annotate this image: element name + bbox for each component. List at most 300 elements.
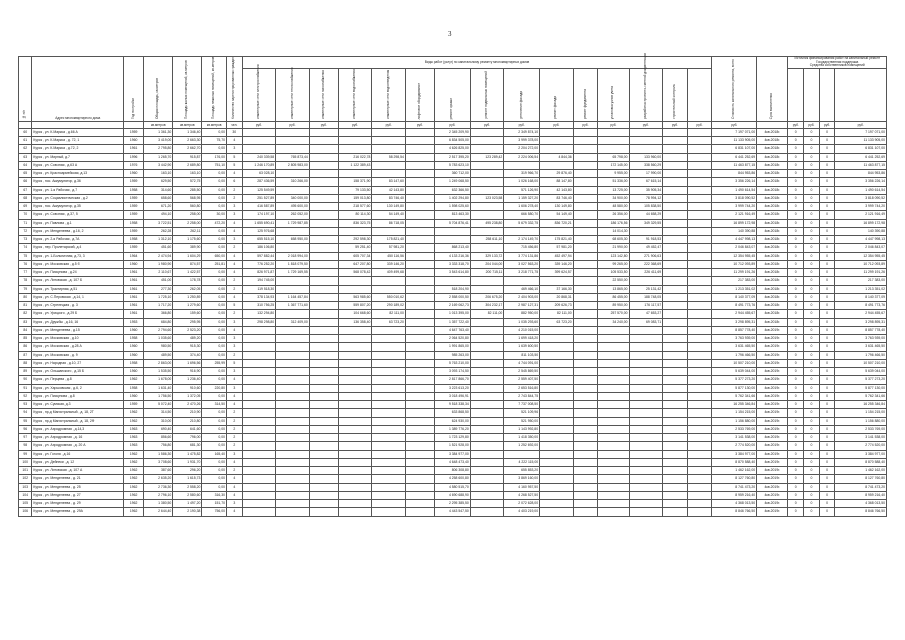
row-work-cost: 79 133,50 [338, 186, 372, 194]
row-work-cost [687, 343, 712, 351]
header-work-8: утепление фасада [504, 68, 540, 121]
row-work-cost [573, 467, 598, 475]
header-address: Адрес многоквартирного дома [32, 57, 124, 122]
row-work-cost: 4 580 515,70 [434, 483, 470, 491]
row-work-cost [372, 368, 406, 376]
row-work-cost: 2 404 903,00 [504, 293, 540, 301]
row-work-cost [405, 351, 434, 359]
row-state-fund: 0 [788, 244, 804, 252]
row-work-cost [663, 326, 688, 334]
row-year: 1958 [124, 384, 144, 392]
row-deadline: 4кв.2018г. [757, 252, 788, 260]
row-year: 1960 [124, 170, 144, 178]
row-living-area: 2 258,00 [173, 219, 202, 227]
table-row [19, 335, 887, 343]
row-deadline: 4кв.2019г. [757, 442, 788, 450]
row-work-cost: 3 774 131,86 [504, 252, 540, 260]
row-number: 100 [19, 458, 32, 466]
row-address: Курск , ул. Гоголя , д.16 [32, 450, 124, 458]
row-work-cost [573, 508, 598, 516]
row-work-cost: 521 109,96 [504, 409, 540, 417]
row-local-fund: 0 [819, 219, 835, 227]
row-work-cost [372, 376, 406, 384]
row-work-cost [338, 384, 372, 392]
row-deadline: 4кв.2018г. [757, 194, 788, 202]
row-nonliving-area: 0,00 [202, 186, 227, 194]
row-work-cost: 3 999 378,00 [504, 137, 540, 145]
row-work-cost: 2 987 127,31 [504, 302, 540, 310]
row-deadline: 4кв.2018г. [757, 137, 788, 145]
row-regional-fund: 0 [804, 203, 820, 211]
table-row [19, 252, 887, 260]
row-work-cost [470, 401, 504, 409]
row-work-cost: 2 295 385,50 [434, 500, 470, 508]
row-state-fund: 0 [788, 302, 804, 310]
row-work-cost [242, 137, 276, 145]
row-work-cost [663, 491, 688, 499]
table-row [19, 392, 887, 400]
row-work-cost: 1 159 327,20 [504, 194, 540, 202]
unit-cell: руб. [276, 121, 310, 128]
unit-cell: руб. [242, 121, 276, 128]
row-owners-funds: 6 831 107,00 [835, 145, 887, 153]
row-residents: 2 [226, 467, 242, 475]
row-local-fund: 0 [819, 384, 835, 392]
row-work-cost: 49 452,47 [629, 244, 663, 252]
header-work-1: инженерные сети теплоснабжения [276, 68, 310, 121]
row-work-cost: 78 994,12 [629, 194, 663, 202]
row-regional-fund: 0 [804, 491, 820, 499]
row-local-fund: 0 [819, 302, 835, 310]
row-owners-funds: 8 857 778,40 [835, 326, 887, 334]
row-local-fund: 0 [819, 128, 835, 136]
row-work-cost [540, 491, 574, 499]
row-work-cost: 4 222 115,00 [504, 458, 540, 466]
row-nonliving-area: 0,00 [202, 128, 227, 136]
unit-cell [19, 121, 32, 128]
row-work-cost [598, 442, 629, 450]
row-local-fund: 0 [819, 186, 835, 194]
row-work-cost [540, 434, 574, 442]
row-total: 11 463 877,15 [712, 161, 757, 169]
row-work-cost [372, 359, 406, 367]
row-number: 81 [19, 302, 32, 310]
row-work-cost: 174 197,10 [242, 211, 276, 219]
row-work-cost [405, 137, 434, 145]
table-row [19, 458, 887, 466]
row-work-cost [598, 368, 629, 376]
row-work-cost [338, 277, 372, 285]
row-work-cost: 1 729 169,55 [276, 269, 310, 277]
unit-cell: руб. [309, 121, 338, 128]
row-work-cost [540, 458, 574, 466]
row-work-cost [663, 252, 688, 260]
row-local-fund: 0 [819, 368, 835, 376]
row-work-cost [276, 467, 310, 475]
row-number: 63 [19, 153, 32, 161]
row-local-fund: 0 [819, 335, 835, 343]
row-work-cost [309, 310, 338, 318]
row-work-cost [540, 384, 574, 392]
header-number: № п/п [19, 57, 32, 122]
row-address: Курск , ул. Менделеева , д. 27 [32, 491, 124, 499]
row-number: 70 [19, 211, 32, 219]
row-year: 1961 [124, 310, 144, 318]
header-work-13: строительный контроль [663, 68, 688, 121]
row-deadline: 4кв.2018г. [757, 293, 788, 301]
row-state-fund: 0 [788, 475, 804, 483]
row-work-cost [309, 351, 338, 359]
row-work-cost [309, 335, 338, 343]
row-regional-fund: 0 [804, 450, 820, 458]
row-work-cost [242, 442, 276, 450]
row-work-cost [405, 203, 434, 211]
row-area: 451,00 [144, 277, 173, 285]
row-work-cost: 123 023,58 [470, 194, 504, 202]
row-work-cost [372, 475, 406, 483]
row-area: 1 535,50 [144, 368, 173, 376]
table-row [19, 442, 887, 450]
row-work-cost [687, 335, 712, 343]
row-work-cost [573, 318, 598, 326]
row-work-cost [540, 277, 574, 285]
row-address: Курск , ул. Московская , д. 9 [32, 351, 124, 359]
row-work-cost [598, 343, 629, 351]
row-work-cost [405, 359, 434, 367]
row-area: 277,30 [144, 285, 173, 293]
row-total: 11 133 905,00 [712, 137, 757, 145]
row-owners-funds: 5 639 044,00 [835, 368, 887, 376]
row-work-cost: 44 658,29 [629, 211, 663, 219]
row-living-area: 572,75 [173, 178, 202, 186]
row-area: 2 795,80 [144, 145, 173, 153]
row-work-cost [242, 384, 276, 392]
row-work-cost: 4 133 216,36 [434, 252, 470, 260]
row-work-cost: 226 411,69 [629, 269, 663, 277]
row-work-cost [276, 483, 310, 491]
row-state-fund: 0 [788, 145, 804, 153]
row-work-cost [338, 450, 372, 458]
row-work-cost [540, 351, 574, 359]
row-living-area: 296,20 [173, 467, 202, 475]
row-year: 1962 [124, 409, 144, 417]
row-work-cost [687, 293, 712, 301]
row-deadline: 4кв.2018г. [757, 310, 788, 318]
row-work-cost: 597 882,44 [242, 252, 276, 260]
row-work-cost: 218 577,60 [338, 203, 372, 211]
row-work-cost: 3 543 614,80 [434, 269, 470, 277]
row-work-cost: 42 143,80 [372, 186, 406, 194]
row-year: 1962 [124, 483, 144, 491]
row-regional-fund: 0 [804, 475, 820, 483]
row-area: 1 631,40 [144, 384, 173, 392]
row-regional-fund: 0 [804, 425, 820, 433]
row-work-cost [540, 343, 574, 351]
row-work-cost [470, 178, 504, 186]
row-work-cost [540, 409, 574, 417]
row-owners-funds: 5 377 273,20 [835, 376, 887, 384]
table-row [19, 310, 887, 318]
row-work-cost [687, 244, 712, 252]
row-work-cost [242, 368, 276, 376]
row-residents: 4 [226, 475, 242, 483]
row-total: 8 140 377,09 [712, 293, 757, 301]
row-address: Курск , ул. Московская , д.5 б [32, 260, 124, 268]
row-work-cost [405, 269, 434, 277]
row-living-area: 1 497,20 [173, 500, 202, 508]
row-state-fund: 0 [788, 442, 804, 450]
row-address: Курск , ул. К.Маркса , д.72, 2 [32, 145, 124, 153]
row-work-cost [687, 417, 712, 425]
row-living-area: 681,30 [173, 442, 202, 450]
row-work-cost [405, 500, 434, 508]
row-address: Курск , ул. Пискунова , д.24 [32, 269, 124, 277]
row-work-cost: 88 147,80 [540, 178, 574, 186]
row-work-cost [573, 211, 598, 219]
row-total: 11 299 191,26 [712, 269, 757, 277]
row-work-cost [372, 128, 406, 136]
row-work-cost [573, 194, 598, 202]
row-local-fund: 0 [819, 409, 835, 417]
row-deadline: 4кв.2019г. [757, 384, 788, 392]
row-regional-fund: 0 [804, 376, 820, 384]
row-work-cost: 1 164 457,84 [276, 293, 310, 301]
table-row [19, 194, 887, 202]
row-work-cost: 2 345 209,90 [434, 128, 470, 136]
row-work-cost: 310 756,25 [242, 302, 276, 310]
row-work-cost [309, 302, 338, 310]
row-work-cost: 304 232,17 [470, 302, 504, 310]
row-work-cost [573, 161, 598, 169]
row-work-cost [540, 145, 574, 153]
row-work-cost [470, 277, 504, 285]
row-residents: 2 [226, 442, 242, 450]
row-work-cost [663, 170, 688, 178]
row-work-cost [405, 409, 434, 417]
row-work-cost: 158 371,90 [338, 178, 372, 186]
row-number: 103 [19, 483, 32, 491]
row-work-cost [242, 359, 276, 367]
row-deadline: 4кв.2018г. [757, 318, 788, 326]
row-work-cost: 136 358,40 [338, 318, 372, 326]
row-work-cost: 518 204,90 [434, 285, 470, 293]
row-nonliving-area: 176,00 [202, 153, 227, 161]
row-work-cost [372, 227, 406, 235]
row-regional-fund: 0 [804, 508, 820, 516]
row-work-cost [338, 128, 372, 136]
row-work-cost [470, 491, 504, 499]
row-work-cost [470, 227, 504, 235]
row-residents: 5 [226, 302, 242, 310]
row-work-cost [242, 392, 276, 400]
row-work-cost: 882 950,00 [504, 310, 540, 318]
row-work-cost [338, 475, 372, 483]
row-work-cost [573, 384, 598, 392]
row-living-area: 560,80 [173, 203, 202, 211]
row-work-cost [629, 326, 663, 334]
row-work-cost: 624 930,00 [434, 417, 470, 425]
row-area: 671,20 [144, 203, 173, 211]
row-work-cost [405, 417, 434, 425]
row-work-cost [687, 302, 712, 310]
row-nonliving-area: 220,80 [202, 384, 227, 392]
row-deadline: 4кв.2019г. [757, 450, 788, 458]
header-work-4: инженерные сети водоотведения [372, 68, 406, 121]
row-work-cost: 54 149,40 [540, 211, 574, 219]
row-work-cost: 83 746,40 [540, 194, 574, 202]
row-work-cost: 9 955,00 [598, 170, 629, 178]
row-work-cost [338, 409, 372, 417]
row-work-cost [598, 128, 629, 136]
table-row [19, 186, 887, 194]
row-work-cost: 469 466,10 [504, 285, 540, 293]
row-work-cost: 1 389 776,20 [434, 425, 470, 433]
table-row [19, 227, 887, 235]
row-work-cost: 2 558 000,50 [434, 293, 470, 301]
row-work-cost: 4 626 825,00 [434, 145, 470, 153]
row-work-cost [598, 384, 629, 392]
row-total: 1 490 614,54 [712, 186, 757, 194]
row-work-cost: 188 748,05 [629, 293, 663, 301]
row-work-cost [309, 178, 338, 186]
row-state-fund: 0 [788, 458, 804, 466]
row-work-cost: 836 720,21 [540, 219, 574, 227]
row-work-cost [504, 227, 540, 235]
row-address: Курск , ул. Московская , д.28 А [32, 343, 124, 351]
row-work-cost [338, 434, 372, 442]
row-regional-fund: 0 [804, 351, 820, 359]
row-work-cost: 204 044,00 [470, 260, 504, 268]
row-state-fund: 0 [788, 326, 804, 334]
row-work-cost [663, 483, 688, 491]
row-work-cost [663, 508, 688, 516]
row-year: 1958 [124, 359, 144, 367]
row-work-cost: 632 366,50 [434, 186, 470, 194]
row-work-cost [372, 409, 406, 417]
row-work-cost [629, 384, 663, 392]
row-work-cost: 104 668,60 [338, 310, 372, 318]
row-work-cost [663, 203, 688, 211]
row-work-cost [573, 236, 598, 244]
row-work-cost [276, 310, 310, 318]
row-work-cost: 1 606 278,40 [504, 203, 540, 211]
row-total: 5 377 273,20 [712, 376, 757, 384]
row-living-area: 2 470,26 [173, 401, 202, 409]
row-state-fund: 0 [788, 178, 804, 186]
row-nonliving-area: 0,00 [202, 293, 227, 301]
table-row [19, 137, 887, 145]
row-work-cost [309, 417, 338, 425]
row-nonliving-area: 756,00 [202, 508, 227, 516]
row-work-cost [470, 145, 504, 153]
unit-cell: руб. [598, 121, 629, 128]
row-work-cost [598, 450, 629, 458]
row-work-cost [598, 434, 629, 442]
row-work-cost [276, 137, 310, 145]
row-total: 140 390,88 [712, 227, 757, 235]
row-work-cost [504, 450, 540, 458]
row-regional-fund: 0 [804, 442, 820, 450]
row-local-fund: 0 [819, 491, 835, 499]
row-work-cost [338, 227, 372, 235]
row-work-cost: 133 960,00 [629, 153, 663, 161]
row-work-cost: 2 653 516,80 [504, 384, 540, 392]
table-row [19, 384, 887, 392]
row-work-cost [629, 483, 663, 491]
row-owners-funds: 12 354 955,45 [835, 252, 887, 260]
row-number: 68 [19, 194, 32, 202]
row-work-cost [242, 508, 276, 516]
row-work-cost [540, 475, 574, 483]
row-deadline: 4кв.2018г. [757, 153, 788, 161]
row-year: 1958 [124, 219, 144, 227]
row-living-area: 2 663,30 [173, 137, 202, 145]
row-work-cost: 35 905,34 [629, 186, 663, 194]
row-work-cost: 4 403 219,00 [504, 508, 540, 516]
row-work-cost: 3 869 160,00 [504, 475, 540, 483]
row-work-cost [242, 401, 276, 409]
row-work-cost [687, 475, 712, 483]
row-work-cost [338, 425, 372, 433]
row-address: Курск , ул. Союзная , д.37, 5 [32, 211, 124, 219]
row-state-fund: 0 [788, 409, 804, 417]
row-owners-funds: 11 463 877,15 [835, 161, 887, 169]
row-work-cost [338, 343, 372, 351]
header-source-1 [804, 68, 820, 121]
row-work-cost [573, 475, 598, 483]
row-local-fund: 0 [819, 392, 835, 400]
row-work-cost: 13 865,00 [598, 285, 629, 293]
row-state-fund: 0 [788, 227, 804, 235]
row-work-cost [629, 467, 663, 475]
row-work-cost [309, 450, 338, 458]
row-living-area: 285,50 [173, 186, 202, 194]
row-number: 105 [19, 500, 32, 508]
row-address: Курск , ул. Народная , д.10, 27 [32, 359, 124, 367]
row-work-cost [598, 137, 629, 145]
row-number: 69 [19, 203, 32, 211]
row-work-cost: 1 521 928,00 [434, 442, 470, 450]
row-work-cost [470, 417, 504, 425]
row-work-cost [687, 425, 712, 433]
row-local-fund: 0 [819, 252, 835, 260]
row-work-cost: 985 263,00 [434, 351, 470, 359]
row-work-cost [405, 475, 434, 483]
row-total: 1 796 466,50 [712, 351, 757, 359]
row-work-cost [405, 442, 434, 450]
row-deadline: 4кв.2018г. [757, 128, 788, 136]
row-work-cost [470, 442, 504, 450]
row-owners-funds: 11 133 905,00 [835, 137, 887, 145]
row-work-cost [309, 483, 338, 491]
table-row [19, 236, 887, 244]
row-local-fund: 0 [819, 351, 835, 359]
row-area: 314,50 [144, 409, 173, 417]
row-work-cost [573, 376, 598, 384]
row-total: 2 533 769,00 [712, 425, 757, 433]
row-total: 3 298 895,31 [712, 318, 757, 326]
row-living-area: 1 475,82 [173, 450, 202, 458]
row-nonliving-area: 472,20 [202, 219, 227, 227]
row-residents: 2 [226, 310, 242, 318]
row-owners-funds: 140 390,88 [835, 227, 887, 235]
row-total: 3 818 090,52 [712, 194, 757, 202]
row-work-cost [687, 483, 712, 491]
row-work-cost: 349 329,55 [629, 219, 663, 227]
row-work-cost: 2 545 869,50 [504, 368, 540, 376]
row-work-cost [405, 211, 434, 219]
row-owners-funds: 3 356 226,14 [835, 178, 887, 186]
